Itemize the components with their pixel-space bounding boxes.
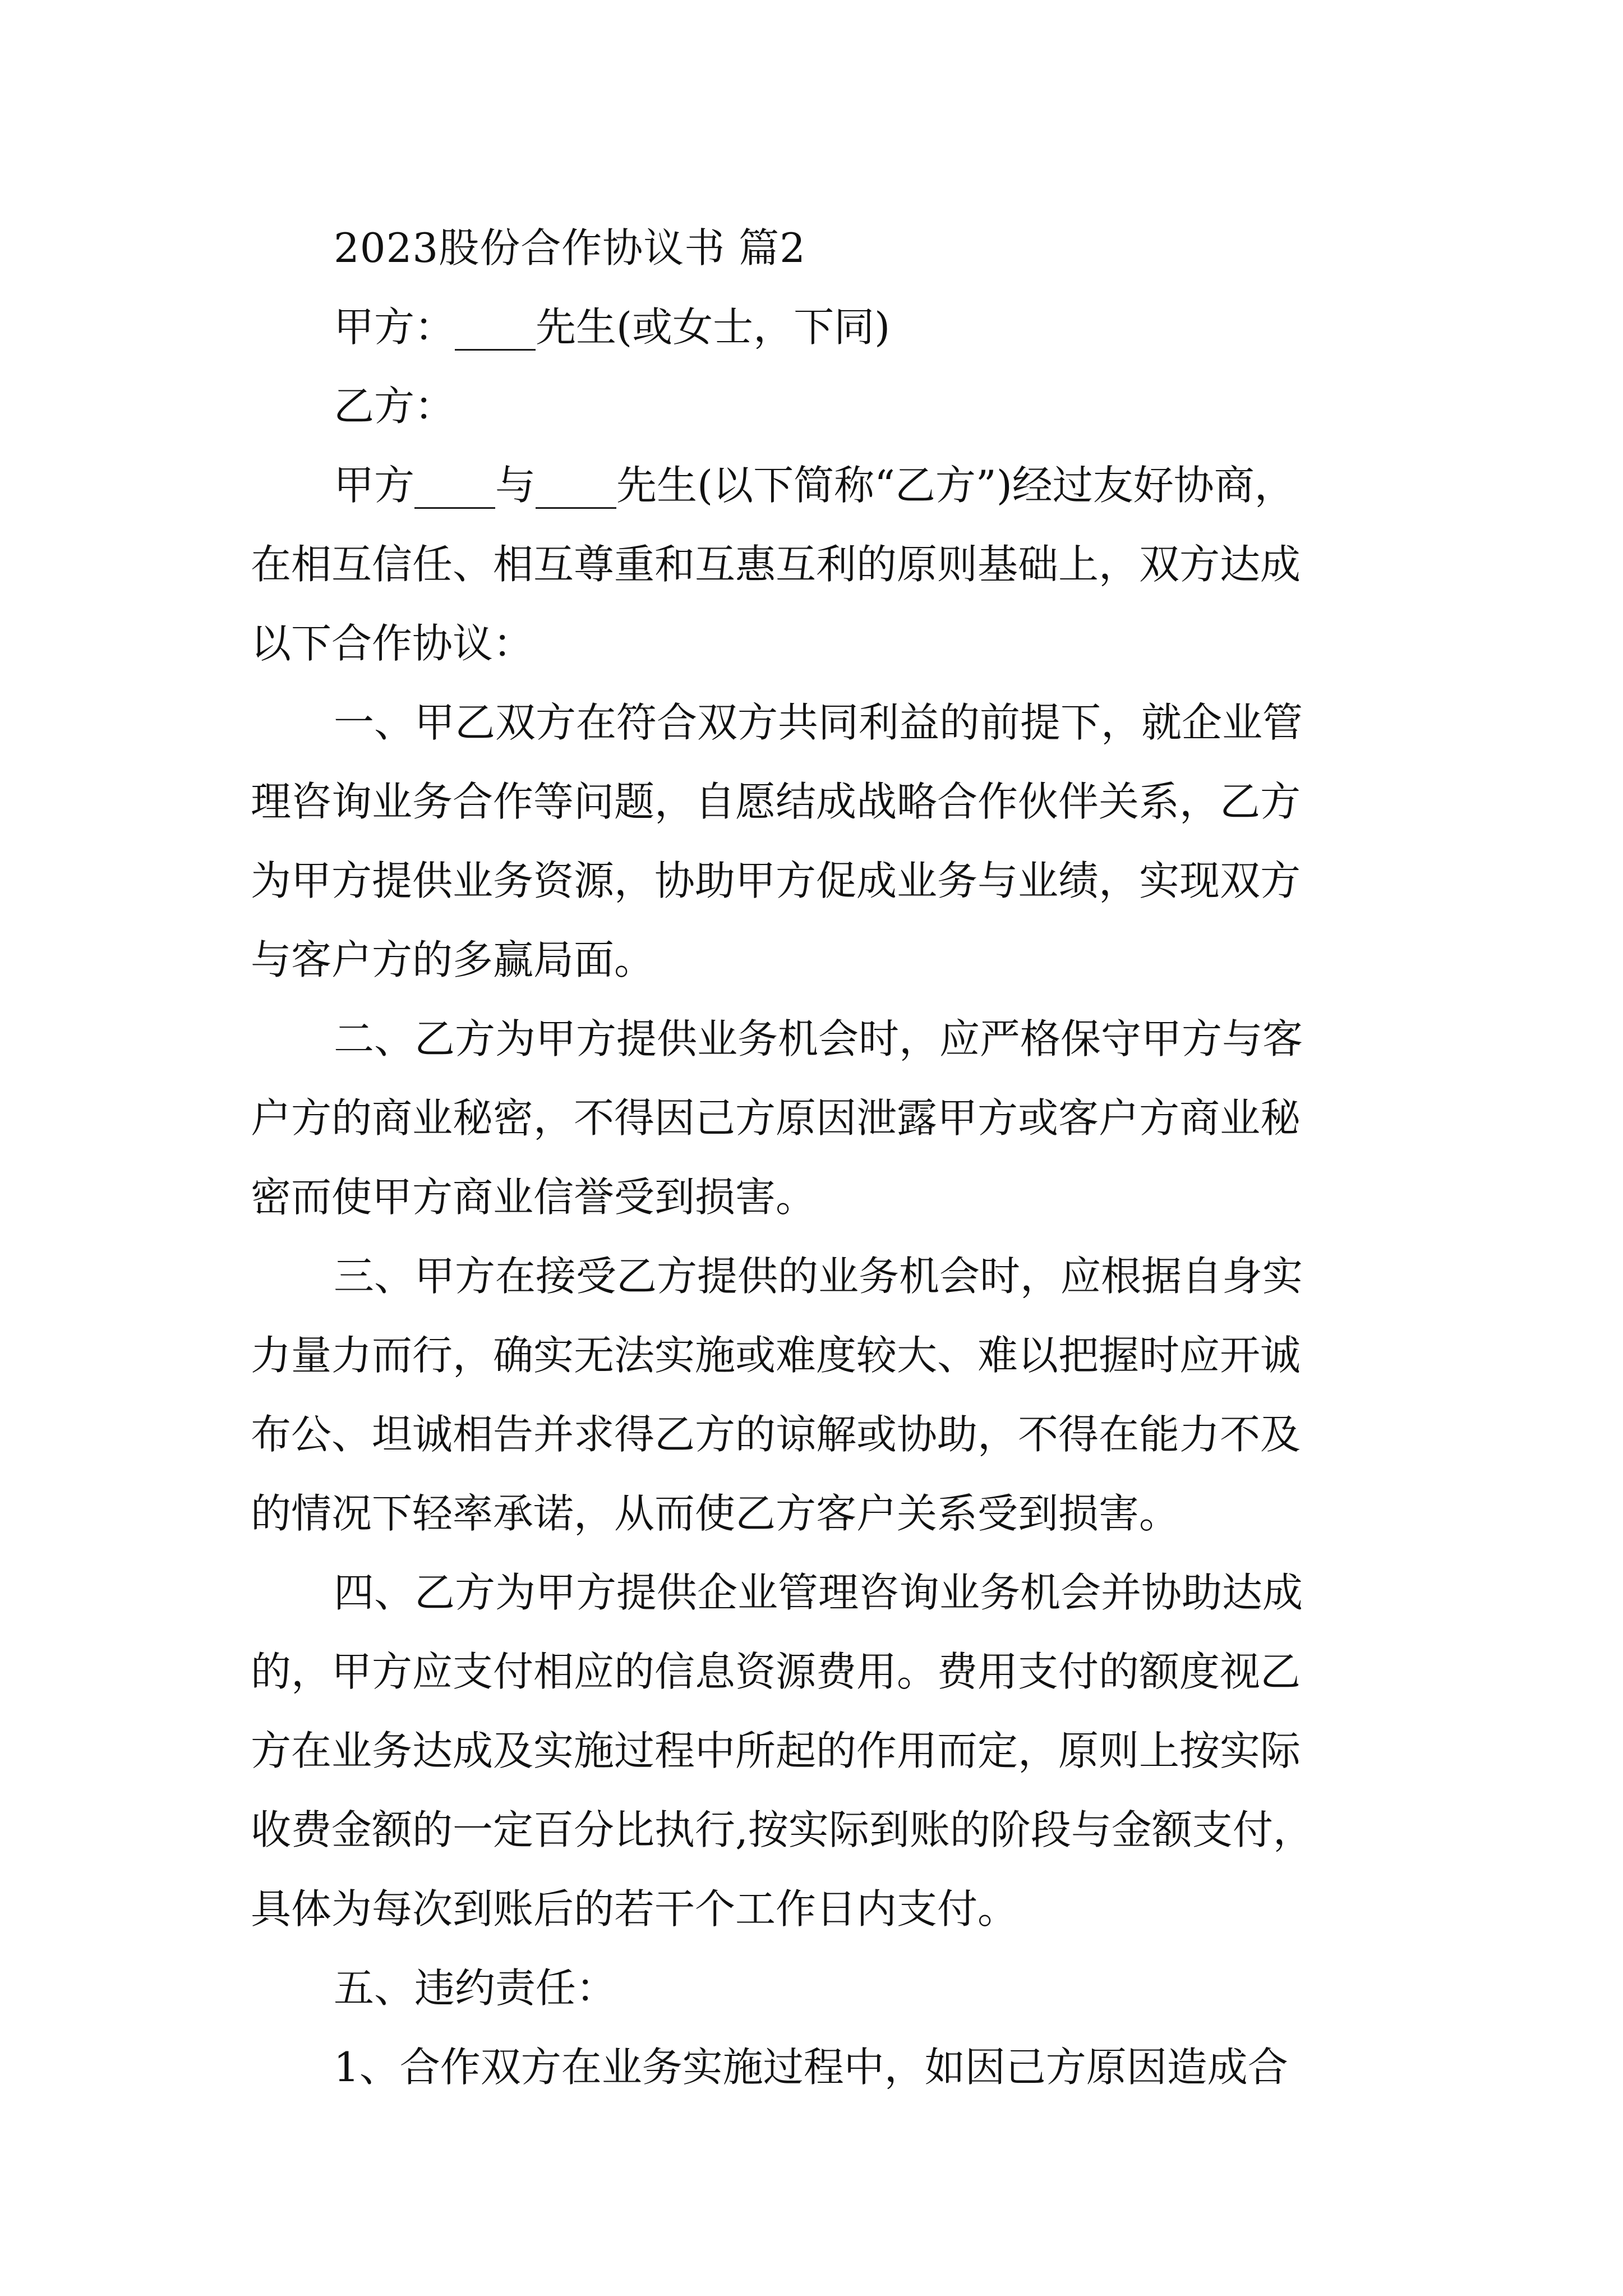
clause-4-line: 四、乙方为甲方提供企业管理咨询业务机会并协助达成: [334, 1569, 1303, 1616]
intro-line: 以下合作协议：: [251, 620, 534, 667]
intro-line: 甲方____与____先生(以下简称“乙方”)经过友好协商，: [334, 462, 1295, 509]
clause-5-heading: 五、违约责任：: [334, 1964, 617, 2012]
document-title: 2023股份合作协议书 篇2: [334, 224, 806, 272]
clause-2-line: 密而使甲方商业信誉受到损害。: [251, 1174, 817, 1221]
clause-3-line: 三、甲方在接受乙方提供的业务机会时，应根据自身实: [334, 1253, 1303, 1300]
party-a-line: 甲方：____先生(或女士，下同): [334, 303, 891, 351]
clause-3-line: 力量力而行，确实无法实施或难度较大、难以把握时应开诚: [251, 1332, 1301, 1379]
clause-4-line: 的，甲方应支付相应的信息资源费用。费用支付的额度视乙: [251, 1648, 1301, 1695]
clause-1-line: 为甲方提供业务资源，协助甲方促成业务与业绩，实现双方: [251, 857, 1301, 904]
clause-5-item-1: 1、合作双方在业务实施过程中，如因己方原因造成合: [334, 2044, 1288, 2091]
clause-1-line: 理咨询业务合作等问题，自愿结成战略合作伙伴关系，乙方: [251, 778, 1301, 825]
clause-1-line: 一、甲乙双方在符合双方共同利益的前提下，就企业管: [334, 699, 1303, 746]
clause-3-line: 的情况下轻率承诺，从而使乙方客户关系受到损害。: [251, 1490, 1180, 1537]
clause-2-line: 二、乙方为甲方提供业务机会时，应严格保守甲方与客: [334, 1015, 1303, 1062]
clause-3-line: 布公、坦诚相告并求得乙方的谅解或协助，不得在能力不及: [251, 1411, 1301, 1458]
clause-4-line: 方在业务达成及实施过程中所起的作用而定，原则上按实际: [251, 1727, 1301, 1774]
party-b-line: 乙方：: [334, 383, 455, 430]
clause-4-line: 收费金额的一定百分比执行,按实际到账的阶段与金额支付，: [251, 1806, 1313, 1853]
clause-2-line: 户方的商业秘密，不得因己方原因泄露甲方或客户方商业秘: [251, 1094, 1301, 1142]
clause-1-line: 与客户方的多赢局面。: [251, 936, 655, 983]
document-body: [251, 209, 1379, 2107]
intro-line: 在相互信任、相互尊重和互惠互利的原则基础上，双方达成: [251, 541, 1301, 588]
clause-4-line: 具体为每次到账后的若干个工作日内支付。: [251, 1885, 1018, 1932]
